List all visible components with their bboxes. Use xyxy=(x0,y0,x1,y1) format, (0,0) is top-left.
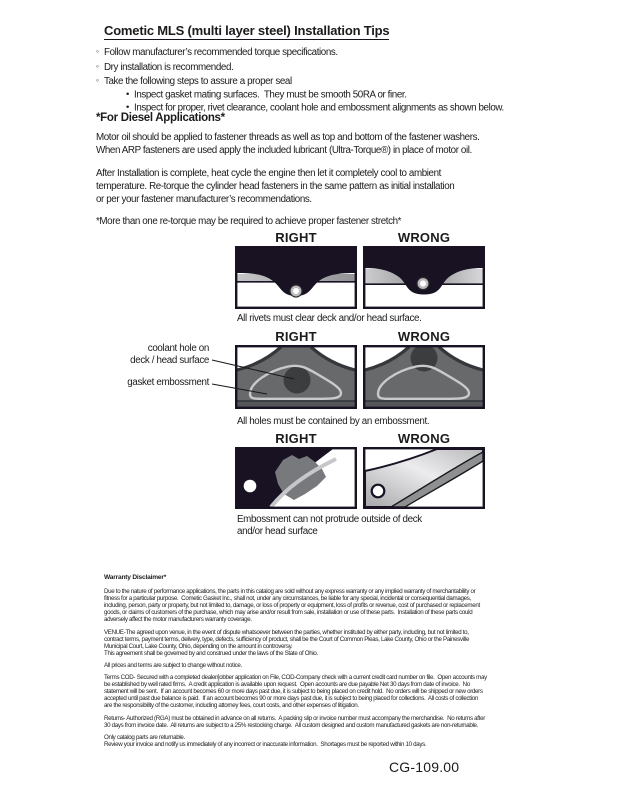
bullet-marker: • xyxy=(126,89,130,101)
text-line: 30 days from invoice date. All returns are subject to a 25% restocking charge. All custom designed and custom manufactured gaskets are non-returnable. xyxy=(104,721,479,729)
text-line: statement will be sent. If an account becomes 60 or more days past due, it is subject to being placed on credit hold. No orders will be shipped or new orders xyxy=(104,688,483,696)
diagram-caption-row1 xyxy=(237,313,421,325)
coolant-hole xyxy=(284,367,311,394)
text-line: Terms COD- Secured with a completed dealer/jobber application on File, COD-Company check with a current credit card number on file. Open accounts may xyxy=(104,674,487,682)
retorque-note: *More than one re-torque may be required to achieve proper fastener stretch* xyxy=(96,216,402,228)
diagram-coolant-right xyxy=(235,345,357,409)
text-line: deck / head surface xyxy=(130,354,209,366)
diagram-rivet-right xyxy=(235,246,357,309)
diagram-rivet-wrong xyxy=(363,246,485,309)
bullet-marker: ◦ xyxy=(96,46,100,56)
text-line: Municipal Court, Lake County, Ohio, depending on the amount in controversy. xyxy=(104,642,293,650)
list-item-text: Follow manufacturer’s recommended torque specifications. xyxy=(104,47,338,58)
text-line: including, person, party or property, but not limited to, damage, or loss of property or equipment, loss of profits or revenue, cost of purchased or replacement xyxy=(104,602,480,610)
text-line: temperature. Re-torque the cylinder head fasteners in the same pattern as initial installation xyxy=(96,180,455,192)
wrong-label-row1: WRONG xyxy=(397,230,451,245)
coolant-hole-label xyxy=(85,343,209,367)
text-line: Review your invoice and notify us immediately of any incorrect or inaccurate information. Shortages must be reported within 10 days. xyxy=(104,740,427,748)
bottom-band xyxy=(365,401,483,407)
diagram-embossment-wrong xyxy=(363,447,485,509)
bottom-band xyxy=(237,401,355,407)
diesel-heading: *For Diesel Applications* xyxy=(96,112,225,124)
warranty-disclaimer-section xyxy=(104,574,524,753)
gasket-embossment-label xyxy=(85,377,209,389)
bolt-hole xyxy=(372,485,385,498)
right-label-row3: RIGHT xyxy=(275,431,317,446)
list-item-text: Dry installation is recommended. xyxy=(104,61,234,73)
diagram-coolant-wrong xyxy=(363,345,485,409)
warranty-paragraph xyxy=(104,662,524,669)
text-line: are the responsibility of the customer, including attorney fees, court costs, and other expenses of litigation. xyxy=(104,702,359,710)
right-label-row2: RIGHT xyxy=(275,329,317,344)
text-line: Motor oil should be applied to fastener threads as well as top and bottom of the fastener washers. xyxy=(96,132,480,144)
sub-list-item xyxy=(126,89,504,102)
diagram-embossment-right xyxy=(235,447,357,509)
list-item-text: Take the following steps to assure a proper seal xyxy=(104,76,292,88)
wrong-label-row3: WRONG xyxy=(397,431,451,446)
text-line: and/or head surface xyxy=(237,526,318,538)
list-item xyxy=(96,74,504,89)
rivet-center xyxy=(420,281,426,287)
text-line: VENUE-The agreed upon venue, in the event of dispute whatsoever between the parties, whether instituted by either party, including, but not limited to, xyxy=(104,628,469,636)
diesel-paragraph xyxy=(96,167,479,207)
text-line: fitness for a particular purpose. Cometic Gasket Inc., shall not, under any circumstances, be liable for any special, incidental or consequential damages, xyxy=(104,595,471,603)
bullet-marker: ◦ xyxy=(96,60,100,71)
warranty-paragraph xyxy=(104,629,524,657)
caption-text: All holes must be contained by an embossment. xyxy=(237,416,430,427)
warranty-paragraph xyxy=(104,588,524,623)
text-line: When ARP fasteners are used apply the included lubricant (Ultra-Torque®) in place of motor oil. xyxy=(96,145,472,157)
diesel-applications-section xyxy=(96,112,479,228)
right-label-row1: RIGHT xyxy=(275,230,317,245)
warranty-paragraph xyxy=(104,715,524,729)
rivet-center xyxy=(293,288,299,294)
text-line: This agreement shall be governed by and construed under the laws of the State of Ohio. xyxy=(104,649,318,657)
text-line: Only catalog parts are returnable. xyxy=(104,733,185,741)
diesel-paragraph xyxy=(96,131,479,157)
label-text: gasket embossment xyxy=(127,377,209,388)
wrong-label-row2: WRONG xyxy=(397,329,451,344)
caption-text: All rivets must clear deck and/or head surface. xyxy=(237,313,422,324)
bullet-marker: ◦ xyxy=(96,75,100,86)
list-item xyxy=(96,45,504,60)
text-line: accepted until past due balance is paid. If an account becomes 90 or more days past due, it is subject to being placed for collections. All costs of collection xyxy=(104,695,478,703)
list-item-text: Inspect gasket mating surfaces. They must be smooth 50RA or finer. xyxy=(134,89,407,101)
text-line: All prices and terms are subject to change without notice. xyxy=(104,661,242,669)
page-title: Cometic MLS (multi layer steel) Installation Tips xyxy=(104,23,390,38)
text-line: coolant hole on xyxy=(147,343,209,354)
installation-tips-list xyxy=(96,45,504,116)
text-line: adversely affect the motor manufacturers warranty coverage. xyxy=(104,616,252,624)
page-code: CG-109.00 xyxy=(389,759,460,775)
text-line: or per your fastener manufacturer’s recommendations. xyxy=(96,194,312,206)
diagram-caption-row3 xyxy=(237,514,422,539)
list-item xyxy=(96,60,504,75)
warranty-paragraph xyxy=(104,674,524,709)
list-item-text: Inspect for proper, rivet clearance, coolant hole and embossment alignments as shown below. xyxy=(134,102,504,114)
warranty-heading: Warranty Disclaimer* xyxy=(104,574,167,581)
text-line: be established by well rated firms. A credit application is available upon request. Open accounts are due payable Net 30 days from date of invoice. No xyxy=(104,681,470,689)
text-line: Embossment can not protrude outside of deck xyxy=(237,514,422,525)
text-line: contract terms, payment terms, delivery, type, defects, sufficiency of product, shall be the Court of Common Pleas, Lake County, Ohio or the Painesville xyxy=(104,635,470,643)
diagram-caption-row2 xyxy=(237,416,429,428)
bullet-marker: • xyxy=(126,102,130,114)
text-line: Due to the nature of performance applications, the parts in this catalog are sold without any express warranty or any implied warranty of merchantability or xyxy=(104,588,476,596)
text-line: After Installation is complete, heat cycle the engine then let it completely cool to ambient xyxy=(96,167,441,179)
warranty-paragraph xyxy=(104,734,524,748)
bolt-hole xyxy=(244,480,257,493)
text-line: goods, or claims of customers of the purchase, which may arise and/or result from sale, installation or use of these parts. Installation of these parts could xyxy=(104,609,473,617)
text-line: Returns- Authorized (RGA) must be obtained in advance on all returns. A packing slip or invoice number must accompany the merchandise. No returns after xyxy=(104,714,485,722)
